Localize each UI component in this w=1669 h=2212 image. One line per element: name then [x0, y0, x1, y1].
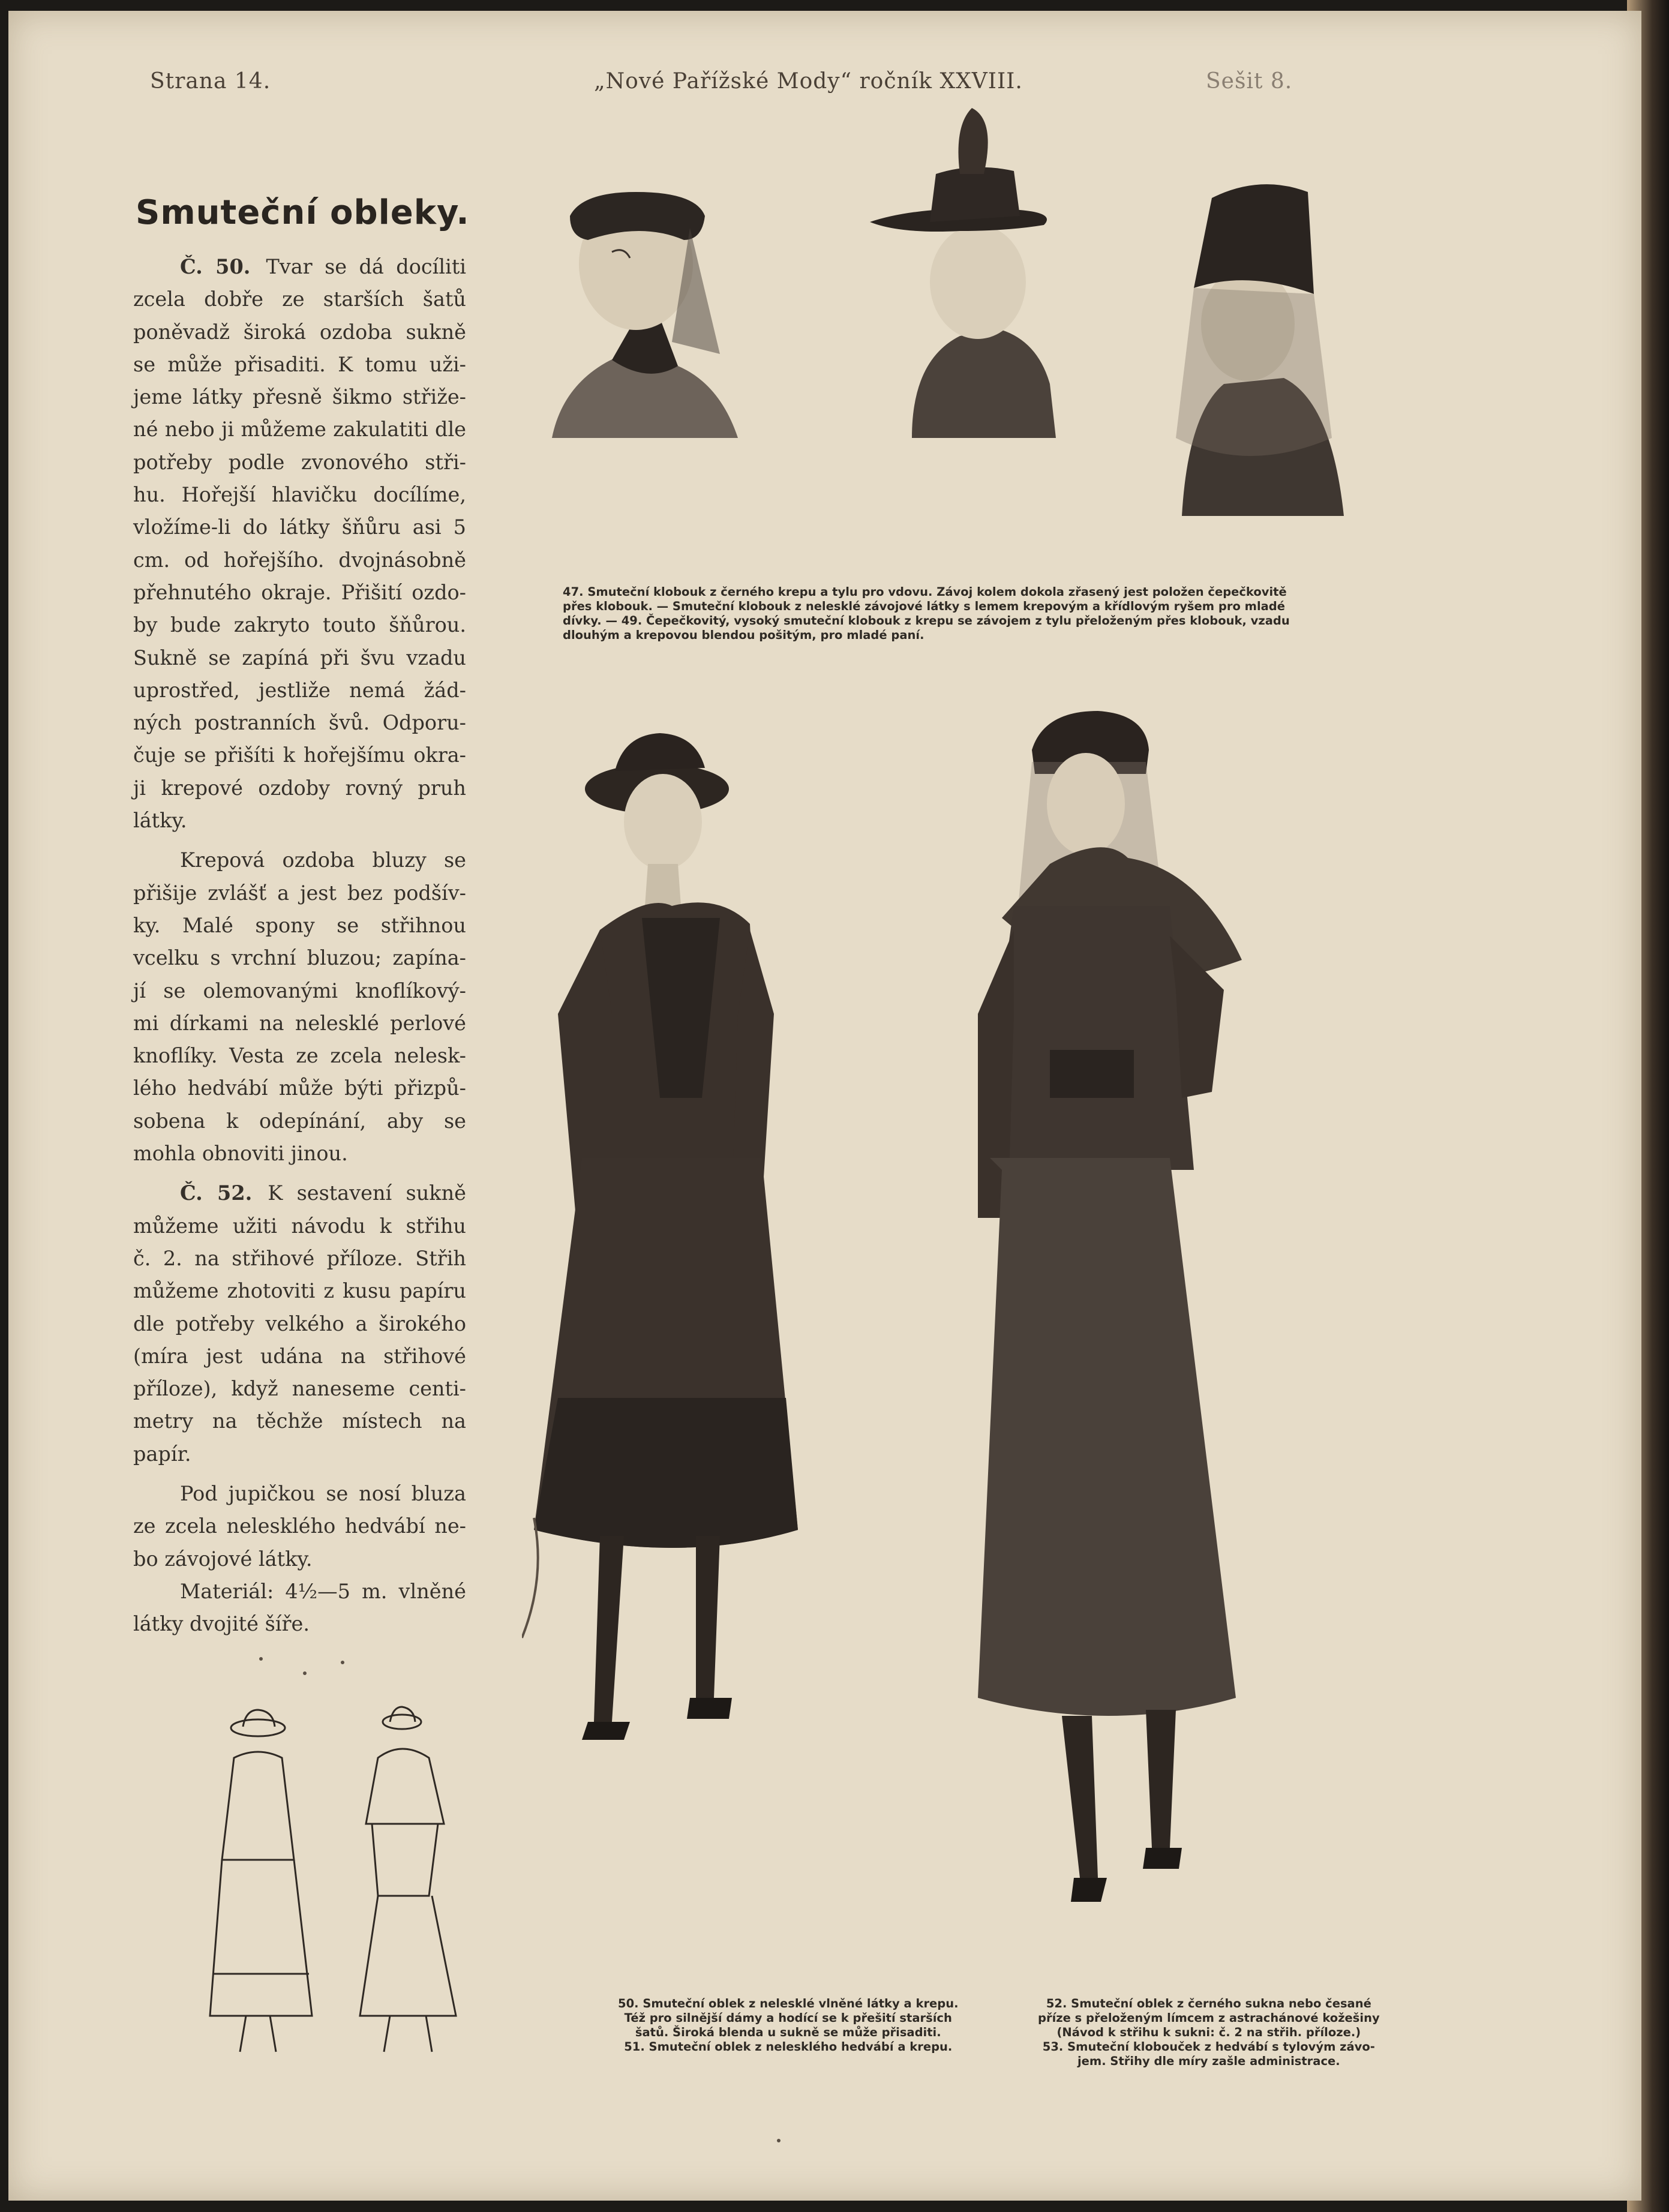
- sketch-52-back: [360, 1707, 456, 2052]
- text-line: dle potřeby velkého a širokého: [133, 1311, 466, 1335]
- print-mark: [341, 1661, 344, 1664]
- text-line: čuje se přišíti k hořejšímu okra-: [133, 743, 466, 767]
- text-line: mi dírkami na nelesklé perlové: [133, 1011, 466, 1035]
- text-line: přehnutého okraje. Přišití ozdo-: [133, 580, 466, 604]
- text-line: můžeme užiti návodu k střihu: [133, 1214, 466, 1238]
- print-mark: [303, 1671, 307, 1675]
- text-line: metry na těchže místech na: [133, 1409, 466, 1433]
- paragraph-material: [133, 1575, 466, 1641]
- caption-line: příze s přeloženým límcem z astrachánové kožešiny: [1038, 2011, 1380, 2025]
- text-line: uprostřed, jestliže nemá žád-: [133, 678, 466, 702]
- article-column: [133, 192, 470, 1640]
- text-line: sobena k odepínání, aby se: [133, 1109, 466, 1133]
- magazine-title: „Nové Pařížské Mody“ ročník XXVIII.: [594, 69, 1023, 94]
- caption-line: dívky. — 49. Čepečkovitý, vysoký smuteční klobouk z krepu se závojem z tylu přeloženým přes klobouk, vzadu: [563, 614, 1290, 628]
- caption-dress-50-51: [618, 1997, 959, 2054]
- text-line: né nebo ji můžeme zakulatiti dle: [133, 418, 466, 442]
- text-line: vcelku s vrchní bluzou; zapína-: [133, 946, 466, 970]
- text-line: látky dvojité šíře.: [133, 1612, 310, 1636]
- text-line: jeme látky přesně šikmo střiže-: [133, 385, 466, 409]
- caption-line: 47. Smuteční klobouk z černého krepu a tylu pro vdovu. Závoj kolem dokola zřasený jest položen čepečkovitě: [563, 585, 1287, 599]
- text-line: Krepová ozdoba bluzy se: [180, 848, 466, 872]
- text-line: Sukně se zapíná při švu vzadu: [133, 646, 466, 670]
- text-line: ných postranních švů. Odporu-: [133, 711, 466, 735]
- text-line: cm. od hořejšího. dvojnásobně: [133, 548, 466, 572]
- text-line: se může přisaditi. K tomu uži-: [133, 352, 466, 376]
- dress-52-figure: [978, 711, 1242, 1902]
- text-line: č. 2. na střihové příloze. Střih: [133, 1246, 466, 1270]
- paragraph-52: [133, 1177, 466, 1470]
- paragraph-under: [133, 1478, 466, 1575]
- text-line: příloze), když naneseme centi-: [133, 1377, 466, 1401]
- figure-label: Č. 52.: [180, 1181, 253, 1205]
- caption-line: šatů. Široká blenda u sukně se může přisaditi.: [635, 2025, 941, 2039]
- article-title: Smuteční obleky.: [136, 193, 470, 232]
- text-line: bo závojové látky.: [133, 1547, 313, 1571]
- caption-line: 51. Smuteční oblek z nelesklého hedvábí a krepu.: [624, 2040, 953, 2054]
- dresses-illustration: [522, 678, 1458, 1980]
- text-line: ji krepové ozdoby rovný pruh: [133, 776, 466, 800]
- hat-48-figure: [870, 108, 1056, 438]
- caption-line: 50. Smuteční oblek z nelesklé vlněné látky a krepu.: [618, 1997, 959, 2010]
- hat-49-figure: [1176, 184, 1344, 516]
- text-line: by bude zakryto touto šňůrou.: [133, 613, 466, 637]
- caption-line: přes klobouk. — Smuteční klobouk z nelesklé závojové látky s lemem krepovým a křídlovým ryšem pro mladé: [563, 599, 1285, 613]
- issue-number: Sešit 8.: [1206, 69, 1293, 94]
- text-line: ky. Malé spony se střihnou: [133, 913, 466, 937]
- sketch-50-back: [210, 1710, 312, 2052]
- text-line: jí se olemovanými knoflíkový-: [133, 979, 466, 1003]
- dress-50-figure: [534, 733, 798, 1740]
- text-line: Materiál: 4½—5 m. vlněné: [180, 1579, 466, 1603]
- paragraph-blouse: [133, 844, 466, 1170]
- paragraph-50: [133, 251, 466, 837]
- text-line: přišije zvlášť a jest bez podšív-: [133, 881, 466, 905]
- text-line: papír.: [133, 1442, 191, 1466]
- text-line: vložíme-li do látky šňůru asi 5: [133, 515, 466, 539]
- text-line: potřeby podle zvonového stři-: [133, 450, 466, 474]
- text-line: knoflíky. Vesta ze zcela nelesk-: [133, 1044, 466, 1068]
- caption-line: Též pro silnější dámy a hodící se k přešití starších: [624, 2011, 952, 2025]
- caption-dress-52-53: [1038, 1997, 1380, 2069]
- caption-hats: [563, 585, 1290, 643]
- caption-line: (Návod k střihu k sukni: č. 2 na střih. příloze.): [1056, 2025, 1361, 2039]
- text-line: můžeme zhotoviti z kusu papíru: [133, 1279, 466, 1303]
- print-mark: [777, 2139, 781, 2142]
- text-line: Pod jupičkou se nosí bluza: [180, 1481, 466, 1505]
- hat-47-figure: [552, 192, 738, 438]
- hats-illustration: [540, 102, 1440, 534]
- text-line: zcela dobře ze starších šatů: [133, 287, 466, 311]
- caption-line: 53. Smuteční klobouček z hedvábí s tylovým závo-: [1042, 2040, 1375, 2054]
- caption-line: 52. Smuteční oblek z černého sukna nebo česané: [1046, 1997, 1371, 2010]
- caption-line: jem. Střihy dle míry zašle administrace.: [1077, 2054, 1340, 2068]
- page-number: Strana 14.: [150, 69, 271, 94]
- text-line: lého hedvábí může býti přizpů-: [133, 1076, 466, 1100]
- text-line: Č. 50. Tvar se dá docíliti: [180, 255, 466, 278]
- back-view-sketches: [198, 1704, 486, 2064]
- text-line: mohla obnoviti jinou.: [133, 1142, 348, 1166]
- text-line: látky.: [133, 809, 187, 833]
- text-line: poněvadž široká ozdoba sukně: [133, 320, 466, 344]
- print-mark: [259, 1657, 263, 1661]
- caption-line: dlouhým a krepovou blendou pošitým, pro mladé paní.: [563, 628, 924, 642]
- text-line: hu. Hořejší hlavičku docílíme,: [133, 483, 466, 507]
- text-line: Č. 52. K sestavení sukně: [180, 1181, 466, 1205]
- text-line: ze zcela nelesklého hedvábí ne-: [133, 1514, 466, 1538]
- text-line: (míra jest udána na střihové: [133, 1344, 466, 1368]
- figure-label: Č. 50.: [180, 255, 251, 278]
